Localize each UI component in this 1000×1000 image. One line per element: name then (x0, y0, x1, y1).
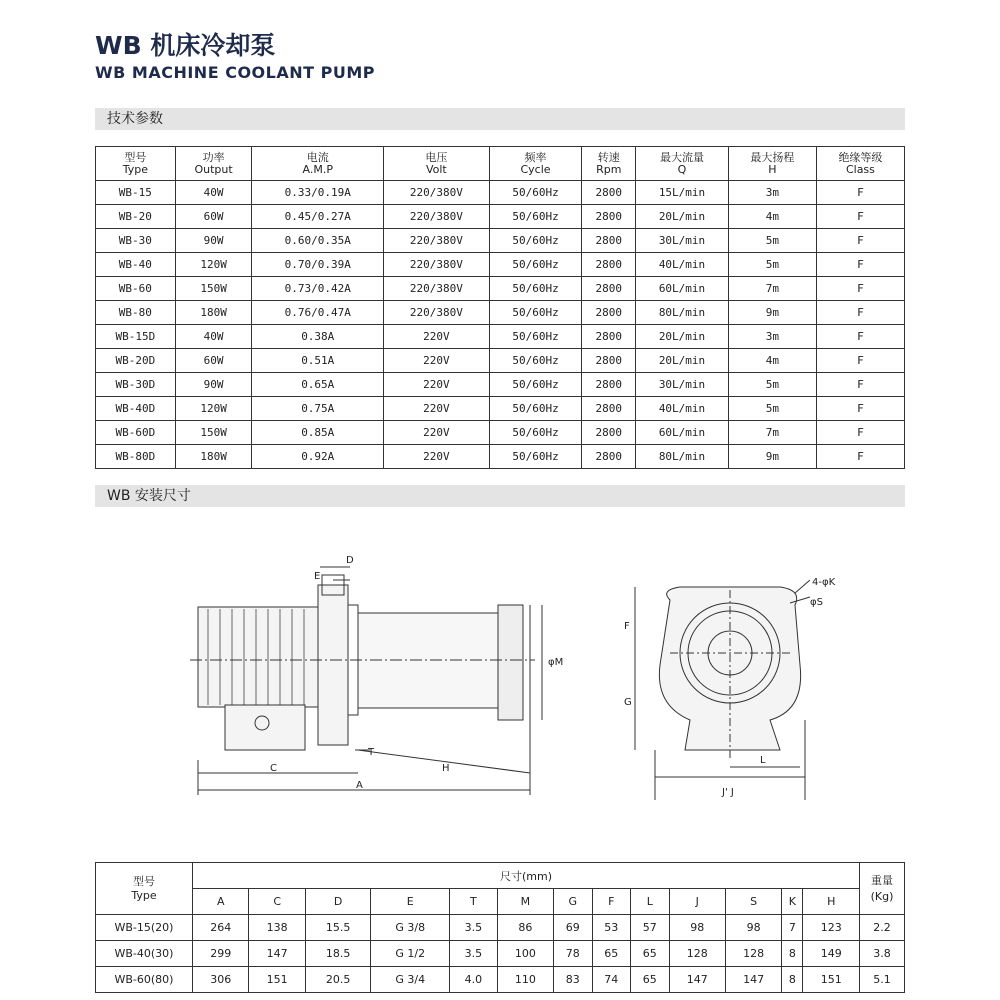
spec-header: 最大流量 Q (636, 147, 729, 181)
table-cell: 50/60Hz (489, 301, 582, 325)
label-S: φS (810, 597, 823, 608)
label-F: F (624, 621, 630, 632)
dimension-col-header: F (592, 889, 630, 915)
table-cell: 15L/min (636, 181, 729, 205)
table-cell: 299 (193, 941, 249, 967)
dimension-col-header: C (249, 889, 305, 915)
spec-header: 型号 Type (96, 147, 176, 181)
table-cell: 80L/min (636, 445, 729, 469)
table-cell: 2800 (582, 229, 636, 253)
table-cell: 0.60/0.35A (252, 229, 384, 253)
page-subtitle: WB MACHINE COOLANT PUMP (95, 63, 375, 82)
table-cell: WB-60(80) (96, 967, 193, 993)
section-header-specs: 技术参数 (95, 108, 905, 130)
table-cell: 220/380V (384, 277, 490, 301)
table-cell: F (816, 421, 904, 445)
label-G: G (624, 697, 632, 708)
table-cell: 60W (175, 205, 252, 229)
dimension-col-header: E (371, 889, 450, 915)
table-cell: 3.5 (450, 941, 497, 967)
table-cell: 120W (175, 397, 252, 421)
label-E: E (314, 571, 321, 582)
table-cell: 306 (193, 967, 249, 993)
type-header: 型号 Type (96, 863, 193, 915)
table-cell: 220/380V (384, 229, 490, 253)
table-cell: 0.51A (252, 349, 384, 373)
table-cell: 123 (803, 915, 860, 941)
page-title: WB 机床冷却泵 (95, 31, 276, 60)
table-cell: 147 (249, 941, 305, 967)
table-cell: 0.33/0.19A (252, 181, 384, 205)
table-cell: 3m (728, 181, 816, 205)
table-cell: 50/60Hz (489, 421, 582, 445)
table-cell: 53 (592, 915, 630, 941)
table-cell: WB-20 (96, 205, 176, 229)
table-row (96, 277, 905, 301)
label-J: J' J (722, 787, 734, 798)
table-cell: WB-40 (96, 253, 176, 277)
table-cell: 128 (725, 941, 781, 967)
weight-header: 重量 (Kg) (860, 863, 905, 915)
table-cell: 2800 (582, 349, 636, 373)
table-cell: WB-60D (96, 421, 176, 445)
table-cell: 65 (631, 941, 669, 967)
dimension-table (95, 862, 905, 993)
table-cell: 40L/min (636, 397, 729, 421)
table-cell: WB-30 (96, 229, 176, 253)
table-cell: 150W (175, 421, 252, 445)
table-cell: 40L/min (636, 253, 729, 277)
table-cell: 220V (384, 445, 490, 469)
table-cell: 220/380V (384, 181, 490, 205)
label-L: L (760, 755, 766, 766)
table-cell: 50/60Hz (489, 253, 582, 277)
table-cell: 5m (728, 229, 816, 253)
pump-front-view (635, 580, 810, 800)
table-row (96, 301, 905, 325)
table-cell: F (816, 349, 904, 373)
table-cell: 50/60Hz (489, 397, 582, 421)
table-row (96, 915, 905, 941)
table-cell: 220V (384, 325, 490, 349)
table-cell: 220V (384, 373, 490, 397)
table-cell: 3m (728, 325, 816, 349)
table-cell: G 3/4 (371, 967, 450, 993)
table-cell: 151 (803, 967, 860, 993)
table-cell: 90W (175, 229, 252, 253)
spec-header: 转速 Rpm (582, 147, 636, 181)
table-cell: 60L/min (636, 277, 729, 301)
table-cell: G 1/2 (371, 941, 450, 967)
table-cell: 9m (728, 301, 816, 325)
dimension-col-header: M (497, 889, 553, 915)
table-cell: 149 (803, 941, 860, 967)
table-cell: 220V (384, 349, 490, 373)
label-A: A (356, 780, 363, 791)
table-cell: 4.0 (450, 967, 497, 993)
table-cell: 220V (384, 421, 490, 445)
table-cell: 151 (249, 967, 305, 993)
label-C: C (270, 763, 277, 774)
dimension-col-header: G (554, 889, 592, 915)
table-cell: 138 (249, 915, 305, 941)
table-cell: 50/60Hz (489, 229, 582, 253)
table-cell: WB-15D (96, 325, 176, 349)
table-cell: 9m (728, 445, 816, 469)
table-cell: 2800 (582, 421, 636, 445)
table-cell: 86 (497, 915, 553, 941)
table-cell: 5m (728, 397, 816, 421)
table-cell: 147 (725, 967, 781, 993)
table-cell: G 3/8 (371, 915, 450, 941)
table-cell: 0.45/0.27A (252, 205, 384, 229)
table-cell: 220/380V (384, 301, 490, 325)
table-cell: 150W (175, 277, 252, 301)
table-cell: 50/60Hz (489, 373, 582, 397)
table-cell: 7m (728, 421, 816, 445)
table-cell: 220/380V (384, 205, 490, 229)
table-cell: 90W (175, 373, 252, 397)
dimension-col-header: D (305, 889, 370, 915)
table-cell: 2800 (582, 253, 636, 277)
table-cell: WB-80D (96, 445, 176, 469)
table-cell: 3.5 (450, 915, 497, 941)
table-cell: 60W (175, 349, 252, 373)
table-cell: 2800 (582, 325, 636, 349)
table-cell: 147 (669, 967, 725, 993)
table-cell: 264 (193, 915, 249, 941)
table-cell: 60L/min (636, 421, 729, 445)
section-header-dimensions: WB 安装尺寸 (95, 485, 905, 507)
dimension-col-header: T (450, 889, 497, 915)
label-K: 4-φK (812, 577, 836, 588)
table-cell: WB-15 (96, 181, 176, 205)
table-cell: 0.73/0.42A (252, 277, 384, 301)
table-cell: 2800 (582, 301, 636, 325)
table-cell: 0.92A (252, 445, 384, 469)
table-cell: 220/380V (384, 253, 490, 277)
table-cell: 30L/min (636, 373, 729, 397)
spec-header: 最大扬程 H (728, 147, 816, 181)
table-cell: F (816, 445, 904, 469)
table-cell: WB-30D (96, 373, 176, 397)
table-row (96, 373, 905, 397)
dimension-col-header: L (631, 889, 669, 915)
pump-dimension-drawing (150, 545, 850, 815)
table-row (96, 397, 905, 421)
table-cell: 78 (554, 941, 592, 967)
table-cell: 2800 (582, 181, 636, 205)
table-cell: WB-20D (96, 349, 176, 373)
table-cell: 50/60Hz (489, 181, 582, 205)
table-row (96, 421, 905, 445)
dimension-col-header: K (782, 889, 803, 915)
pump-side-view (190, 567, 542, 795)
table-cell: 0.75A (252, 397, 384, 421)
table-cell: 100 (497, 941, 553, 967)
table-cell: 4m (728, 205, 816, 229)
table-cell: 2800 (582, 373, 636, 397)
table-cell: 5m (728, 373, 816, 397)
table-cell: 110 (497, 967, 553, 993)
table-cell: 2800 (582, 397, 636, 421)
label-H: H (442, 763, 450, 774)
spec-header: 功率 Output (175, 147, 252, 181)
table-cell: WB-60 (96, 277, 176, 301)
table-cell: WB-80 (96, 301, 176, 325)
table-cell: 120W (175, 253, 252, 277)
table-cell: 50/60Hz (489, 325, 582, 349)
table-cell: 69 (554, 915, 592, 941)
table-cell: WB-40D (96, 397, 176, 421)
table-cell: 65 (631, 967, 669, 993)
table-cell: WB-40(30) (96, 941, 193, 967)
table-cell: 5.1 (860, 967, 905, 993)
table-cell: 40W (175, 181, 252, 205)
table-cell: 180W (175, 301, 252, 325)
table-row (96, 229, 905, 253)
table-cell: 20.5 (305, 967, 370, 993)
table-cell: 2.2 (860, 915, 905, 941)
table-cell: 57 (631, 915, 669, 941)
table-cell: 128 (669, 941, 725, 967)
table-cell: F (816, 253, 904, 277)
table-cell: 180W (175, 445, 252, 469)
table-cell: F (816, 373, 904, 397)
table-cell: 0.38A (252, 325, 384, 349)
spec-header: 电压 Volt (384, 147, 490, 181)
spec-header: 频率 Cycle (489, 147, 582, 181)
table-cell: 2800 (582, 445, 636, 469)
table-cell: 0.76/0.47A (252, 301, 384, 325)
table-cell: 98 (669, 915, 725, 941)
table-cell: 4m (728, 349, 816, 373)
table-cell: 50/60Hz (489, 277, 582, 301)
table-cell: 50/60Hz (489, 445, 582, 469)
label-M: φM (548, 657, 564, 668)
table-cell: F (816, 397, 904, 421)
table-cell: 15.5 (305, 915, 370, 941)
dimension-col-header: H (803, 889, 860, 915)
table-cell: 3.8 (860, 941, 905, 967)
table-cell: F (816, 205, 904, 229)
table-cell: 98 (725, 915, 781, 941)
table-cell: 5m (728, 253, 816, 277)
table-cell: 20L/min (636, 349, 729, 373)
table-row (96, 349, 905, 373)
table-cell: F (816, 181, 904, 205)
table-cell: 220V (384, 397, 490, 421)
table-cell: F (816, 277, 904, 301)
dimension-col-header: J (669, 889, 725, 915)
table-cell: F (816, 229, 904, 253)
table-cell: 7m (728, 277, 816, 301)
table-cell: 74 (592, 967, 630, 993)
spec-header: 电流 A.M.P (252, 147, 384, 181)
table-cell: 40W (175, 325, 252, 349)
table-cell: 83 (554, 967, 592, 993)
spec-table (95, 146, 905, 469)
table-cell: F (816, 301, 904, 325)
table-cell: 50/60Hz (489, 205, 582, 229)
size-group-header: 尺寸(mm) (193, 863, 860, 889)
table-cell: 30L/min (636, 229, 729, 253)
table-row (96, 205, 905, 229)
spec-header: 绝缘等级 Class (816, 147, 904, 181)
label-T: T (368, 747, 375, 758)
table-cell: 80L/min (636, 301, 729, 325)
dimension-col-header: S (725, 889, 781, 915)
table-cell: 8 (782, 967, 803, 993)
table-row (96, 941, 905, 967)
table-cell: 18.5 (305, 941, 370, 967)
table-cell: 20L/min (636, 325, 729, 349)
table-cell: 0.85A (252, 421, 384, 445)
table-cell: 0.65A (252, 373, 384, 397)
table-cell: 8 (782, 941, 803, 967)
label-D: D (346, 555, 354, 566)
table-cell: 2800 (582, 205, 636, 229)
dimension-col-header: A (193, 889, 249, 915)
table-cell: 50/60Hz (489, 349, 582, 373)
table-row (96, 325, 905, 349)
table-cell: F (816, 325, 904, 349)
table-cell: 2800 (582, 277, 636, 301)
table-cell: 7 (782, 915, 803, 941)
table-cell: 65 (592, 941, 630, 967)
table-cell: 20L/min (636, 205, 729, 229)
table-cell: 0.70/0.39A (252, 253, 384, 277)
table-cell: WB-15(20) (96, 915, 193, 941)
table-row (96, 967, 905, 993)
table-row (96, 445, 905, 469)
table-row (96, 253, 905, 277)
table-row (96, 181, 905, 205)
